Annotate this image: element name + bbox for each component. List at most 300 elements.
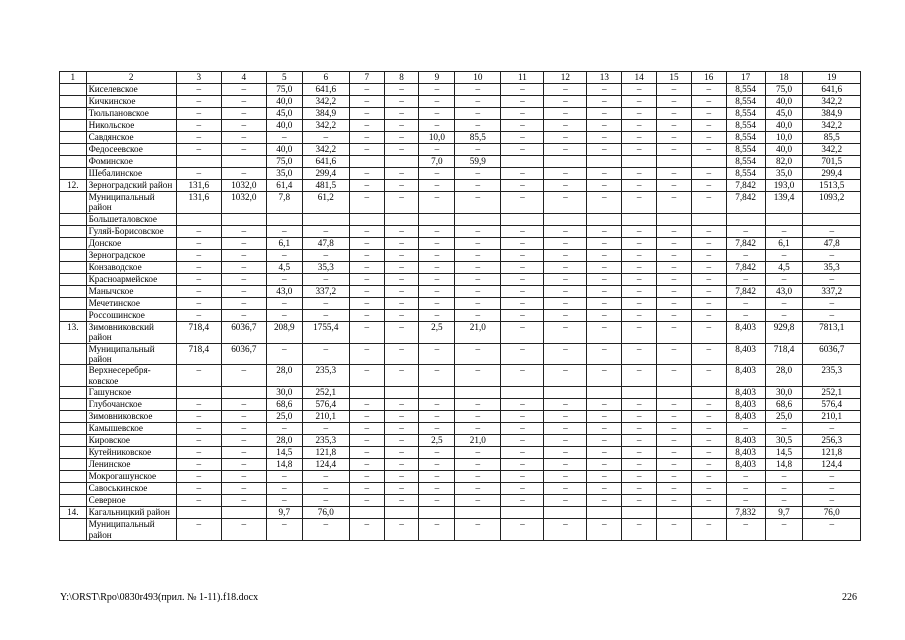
- value-cell: 7,842: [726, 180, 765, 192]
- value-cell: –: [455, 309, 501, 321]
- value-cell: –: [266, 423, 302, 435]
- value-cell: 8,403: [726, 435, 765, 447]
- value-cell: [501, 387, 544, 399]
- value-cell: –: [176, 120, 221, 132]
- value-cell: –: [587, 144, 622, 156]
- value-cell: –: [657, 435, 692, 447]
- value-cell: –: [544, 192, 587, 214]
- value-cell: [221, 507, 266, 519]
- value-cell: 7,842: [726, 237, 765, 249]
- name-cell: Ленинское: [86, 459, 176, 471]
- value-cell: –: [455, 483, 501, 495]
- value-cell: 68,6: [765, 399, 803, 411]
- value-cell: –: [384, 321, 419, 343]
- value-cell: –: [349, 483, 384, 495]
- name-cell: Камышевское: [86, 423, 176, 435]
- value-cell: –: [419, 192, 455, 214]
- value-cell: [622, 507, 657, 519]
- name-cell: Фоминское: [86, 156, 176, 168]
- value-cell: 299,4: [302, 168, 349, 180]
- value-cell: [221, 213, 266, 225]
- value-cell: –: [726, 519, 765, 541]
- value-cell: –: [501, 519, 544, 541]
- row-number-cell: [60, 399, 87, 411]
- value-cell: –: [587, 108, 622, 120]
- name-cell: Муниципальный район: [86, 519, 176, 541]
- value-cell: –: [221, 273, 266, 285]
- value-cell: 75,0: [765, 84, 803, 96]
- value-cell: [587, 156, 622, 168]
- value-cell: –: [302, 423, 349, 435]
- value-cell: –: [176, 411, 221, 423]
- value-cell: –: [501, 447, 544, 459]
- value-cell: –: [726, 249, 765, 261]
- value-cell: –: [803, 309, 861, 321]
- value-cell: –: [176, 459, 221, 471]
- value-cell: 14,8: [266, 459, 302, 471]
- row-number-cell: [60, 156, 87, 168]
- value-cell: –: [587, 435, 622, 447]
- value-cell: –: [302, 343, 349, 365]
- value-cell: –: [501, 471, 544, 483]
- table-row: [60, 261, 861, 273]
- value-cell: 256,3: [803, 435, 861, 447]
- value-cell: –: [587, 249, 622, 261]
- value-cell: –: [765, 249, 803, 261]
- value-cell: [691, 156, 726, 168]
- value-cell: –: [266, 273, 302, 285]
- value-cell: –: [221, 447, 266, 459]
- value-cell: –: [622, 297, 657, 309]
- value-cell: –: [176, 261, 221, 273]
- value-cell: –: [221, 297, 266, 309]
- column-header: 4: [221, 72, 266, 84]
- value-cell: –: [349, 132, 384, 144]
- value-cell: –: [501, 483, 544, 495]
- value-cell: 28,0: [266, 435, 302, 447]
- value-cell: –: [587, 96, 622, 108]
- value-cell: 8,554: [726, 156, 765, 168]
- value-cell: –: [176, 168, 221, 180]
- value-cell: –: [384, 168, 419, 180]
- value-cell: –: [657, 399, 692, 411]
- value-cell: –: [176, 132, 221, 144]
- row-number-cell: [60, 411, 87, 423]
- value-cell: –: [176, 225, 221, 237]
- value-cell: –: [419, 519, 455, 541]
- value-cell: –: [302, 519, 349, 541]
- value-cell: –: [657, 471, 692, 483]
- value-cell: –: [691, 180, 726, 192]
- value-cell: –: [384, 365, 419, 387]
- name-cell: Зерноградское: [86, 249, 176, 261]
- name-cell: Савоськинское: [86, 483, 176, 495]
- value-cell: –: [419, 495, 455, 507]
- value-cell: –: [455, 84, 501, 96]
- value-cell: 7,832: [726, 507, 765, 519]
- value-cell: 252,1: [803, 387, 861, 399]
- value-cell: –: [419, 297, 455, 309]
- value-cell: –: [419, 343, 455, 365]
- table-row: [60, 447, 861, 459]
- value-cell: 35,0: [765, 168, 803, 180]
- value-cell: –: [622, 168, 657, 180]
- value-cell: –: [455, 261, 501, 273]
- value-cell: [622, 387, 657, 399]
- value-cell: 7,842: [726, 285, 765, 297]
- value-cell: 299,4: [803, 168, 861, 180]
- value-cell: –: [691, 423, 726, 435]
- value-cell: 14,8: [765, 459, 803, 471]
- name-cell: Зимовниковское: [86, 411, 176, 423]
- value-cell: 718,4: [765, 343, 803, 365]
- row-number-cell: [60, 519, 87, 541]
- value-cell: –: [587, 343, 622, 365]
- column-header: 18: [765, 72, 803, 84]
- value-cell: –: [349, 261, 384, 273]
- value-cell: –: [455, 519, 501, 541]
- value-cell: –: [384, 519, 419, 541]
- row-number-cell: [60, 365, 87, 387]
- value-cell: 35,3: [302, 261, 349, 273]
- row-number-cell: [60, 471, 87, 483]
- value-cell: –: [176, 84, 221, 96]
- value-cell: 641,6: [302, 156, 349, 168]
- value-cell: 45,0: [266, 108, 302, 120]
- value-cell: –: [349, 365, 384, 387]
- value-cell: –: [176, 108, 221, 120]
- column-header: 6: [302, 72, 349, 84]
- value-cell: –: [349, 144, 384, 156]
- table-row: [60, 120, 861, 132]
- value-cell: 1755,4: [302, 321, 349, 343]
- value-cell: –: [803, 423, 861, 435]
- value-cell: –: [501, 237, 544, 249]
- value-cell: –: [622, 459, 657, 471]
- value-cell: –: [622, 435, 657, 447]
- value-cell: [266, 213, 302, 225]
- value-cell: 2,5: [419, 321, 455, 343]
- value-cell: –: [176, 471, 221, 483]
- value-cell: –: [501, 365, 544, 387]
- table-row: [60, 507, 861, 519]
- column-header: 17: [726, 72, 765, 84]
- table-row: [60, 343, 861, 365]
- value-cell: –: [544, 84, 587, 96]
- value-cell: –: [384, 495, 419, 507]
- value-cell: –: [501, 297, 544, 309]
- value-cell: –: [587, 321, 622, 343]
- value-cell: –: [765, 309, 803, 321]
- value-cell: –: [544, 225, 587, 237]
- name-cell: Никольское: [86, 120, 176, 132]
- value-cell: –: [221, 483, 266, 495]
- value-cell: –: [419, 237, 455, 249]
- value-cell: 4,5: [765, 261, 803, 273]
- table-row: [60, 297, 861, 309]
- value-cell: –: [384, 261, 419, 273]
- value-cell: 9,7: [765, 507, 803, 519]
- row-number-cell: [60, 120, 87, 132]
- value-cell: –: [455, 225, 501, 237]
- value-cell: –: [384, 180, 419, 192]
- row-number-cell: [60, 483, 87, 495]
- value-cell: –: [419, 144, 455, 156]
- value-cell: –: [221, 249, 266, 261]
- value-cell: –: [221, 459, 266, 471]
- value-cell: 85,5: [455, 132, 501, 144]
- value-cell: –: [384, 249, 419, 261]
- name-cell: Донское: [86, 237, 176, 249]
- value-cell: –: [587, 309, 622, 321]
- table-row: [60, 237, 861, 249]
- value-cell: 68,6: [266, 399, 302, 411]
- name-cell: Мечетинское: [86, 297, 176, 309]
- row-number-cell: [60, 495, 87, 507]
- row-number-cell: [60, 249, 87, 261]
- value-cell: –: [501, 321, 544, 343]
- value-cell: 929,8: [765, 321, 803, 343]
- value-cell: –: [587, 519, 622, 541]
- value-cell: –: [419, 168, 455, 180]
- value-cell: –: [587, 273, 622, 285]
- value-cell: 8,403: [726, 459, 765, 471]
- value-cell: –: [544, 285, 587, 297]
- value-cell: –: [384, 411, 419, 423]
- value-cell: 43,0: [266, 285, 302, 297]
- value-cell: 1032,0: [221, 180, 266, 192]
- value-cell: [501, 213, 544, 225]
- value-cell: –: [587, 285, 622, 297]
- value-cell: [455, 507, 501, 519]
- column-header: 10: [455, 72, 501, 84]
- value-cell: –: [622, 132, 657, 144]
- column-header: 15: [657, 72, 692, 84]
- value-cell: –: [221, 84, 266, 96]
- value-cell: –: [501, 285, 544, 297]
- value-cell: –: [221, 120, 266, 132]
- row-number-cell: [60, 96, 87, 108]
- value-cell: –: [455, 471, 501, 483]
- value-cell: –: [657, 495, 692, 507]
- value-cell: –: [691, 144, 726, 156]
- value-cell: –: [691, 321, 726, 343]
- value-cell: –: [501, 180, 544, 192]
- value-cell: –: [176, 495, 221, 507]
- value-cell: –: [544, 168, 587, 180]
- value-cell: 30,5: [765, 435, 803, 447]
- value-cell: 21,0: [455, 321, 501, 343]
- value-cell: 59,9: [455, 156, 501, 168]
- value-cell: –: [622, 343, 657, 365]
- value-cell: –: [176, 285, 221, 297]
- value-cell: –: [765, 225, 803, 237]
- value-cell: 30,0: [765, 387, 803, 399]
- row-number-cell: [60, 144, 87, 156]
- value-cell: –: [419, 411, 455, 423]
- value-cell: –: [455, 192, 501, 214]
- value-cell: –: [544, 483, 587, 495]
- row-number-cell: [60, 192, 87, 214]
- value-cell: –: [384, 144, 419, 156]
- value-cell: –: [726, 297, 765, 309]
- row-number-cell: [60, 237, 87, 249]
- value-cell: 7813,1: [803, 321, 861, 343]
- column-header: 14: [622, 72, 657, 84]
- value-cell: 35,0: [266, 168, 302, 180]
- value-cell: [384, 213, 419, 225]
- value-cell: 21,0: [455, 435, 501, 447]
- value-cell: –: [384, 120, 419, 132]
- value-cell: –: [622, 399, 657, 411]
- row-number-cell: [60, 423, 87, 435]
- value-cell: 82,0: [765, 156, 803, 168]
- value-cell: –: [349, 343, 384, 365]
- value-cell: –: [691, 447, 726, 459]
- value-cell: –: [657, 519, 692, 541]
- value-cell: 10,0: [419, 132, 455, 144]
- value-cell: –: [176, 297, 221, 309]
- value-cell: –: [544, 519, 587, 541]
- value-cell: –: [501, 144, 544, 156]
- value-cell: –: [384, 273, 419, 285]
- value-cell: –: [302, 471, 349, 483]
- table-row: [60, 471, 861, 483]
- name-cell: Мокрогашунское: [86, 471, 176, 483]
- value-cell: [765, 213, 803, 225]
- value-cell: –: [622, 180, 657, 192]
- value-cell: –: [384, 471, 419, 483]
- value-cell: –: [622, 471, 657, 483]
- value-cell: 14,5: [765, 447, 803, 459]
- row-number-cell: 14.: [60, 507, 87, 519]
- value-cell: –: [221, 168, 266, 180]
- name-cell: Зерноградский район: [86, 180, 176, 192]
- value-cell: 8,554: [726, 120, 765, 132]
- value-cell: –: [657, 237, 692, 249]
- value-cell: –: [501, 399, 544, 411]
- value-cell: –: [726, 423, 765, 435]
- value-cell: –: [349, 249, 384, 261]
- value-cell: –: [349, 519, 384, 541]
- value-cell: –: [691, 399, 726, 411]
- name-cell: Савдянское: [86, 132, 176, 144]
- value-cell: –: [349, 297, 384, 309]
- value-cell: –: [176, 399, 221, 411]
- value-cell: –: [419, 471, 455, 483]
- value-cell: [657, 507, 692, 519]
- value-cell: –: [544, 297, 587, 309]
- value-cell: 384,9: [302, 108, 349, 120]
- value-cell: [455, 213, 501, 225]
- value-cell: –: [587, 447, 622, 459]
- value-cell: –: [419, 96, 455, 108]
- value-cell: 40,0: [765, 96, 803, 108]
- value-cell: –: [544, 237, 587, 249]
- value-cell: [176, 507, 221, 519]
- value-cell: –: [726, 483, 765, 495]
- value-cell: –: [544, 132, 587, 144]
- value-cell: –: [691, 249, 726, 261]
- value-cell: –: [691, 309, 726, 321]
- value-cell: –: [266, 249, 302, 261]
- value-cell: –: [349, 108, 384, 120]
- table-row: [60, 273, 861, 285]
- value-cell: –: [622, 237, 657, 249]
- value-cell: [221, 156, 266, 168]
- data-table: [59, 71, 861, 541]
- value-cell: –: [221, 399, 266, 411]
- value-cell: –: [587, 459, 622, 471]
- value-cell: [544, 213, 587, 225]
- value-cell: –: [455, 144, 501, 156]
- value-cell: 7,8: [266, 192, 302, 214]
- name-cell: Кагальницкий район: [86, 507, 176, 519]
- value-cell: –: [544, 495, 587, 507]
- value-cell: –: [302, 495, 349, 507]
- value-cell: –: [726, 273, 765, 285]
- value-cell: –: [384, 225, 419, 237]
- value-cell: –: [657, 192, 692, 214]
- value-cell: –: [657, 120, 692, 132]
- table-row: [60, 192, 861, 214]
- value-cell: –: [501, 84, 544, 96]
- value-cell: –: [384, 423, 419, 435]
- value-cell: –: [587, 411, 622, 423]
- value-cell: 61,4: [266, 180, 302, 192]
- value-cell: –: [501, 132, 544, 144]
- table-row: [60, 225, 861, 237]
- value-cell: 40,0: [266, 96, 302, 108]
- table-row: [60, 411, 861, 423]
- value-cell: 40,0: [266, 144, 302, 156]
- row-number-cell: [60, 435, 87, 447]
- value-cell: 576,4: [302, 399, 349, 411]
- value-cell: –: [544, 447, 587, 459]
- column-header: 9: [419, 72, 455, 84]
- value-cell: –: [384, 447, 419, 459]
- value-cell: –: [419, 285, 455, 297]
- value-cell: 6036,7: [221, 343, 266, 365]
- value-cell: –: [622, 519, 657, 541]
- value-cell: 8,403: [726, 365, 765, 387]
- name-cell: Россошинское: [86, 309, 176, 321]
- value-cell: –: [455, 423, 501, 435]
- value-cell: [384, 387, 419, 399]
- value-cell: –: [657, 423, 692, 435]
- column-header: 13: [587, 72, 622, 84]
- value-cell: –: [455, 459, 501, 471]
- value-cell: 131,6: [176, 192, 221, 214]
- value-cell: –: [691, 120, 726, 132]
- value-cell: –: [266, 495, 302, 507]
- name-cell: Муниципальный район: [86, 343, 176, 365]
- value-cell: –: [622, 495, 657, 507]
- value-cell: [176, 213, 221, 225]
- value-cell: –: [501, 343, 544, 365]
- value-cell: –: [501, 96, 544, 108]
- value-cell: –: [657, 343, 692, 365]
- value-cell: –: [419, 423, 455, 435]
- value-cell: –: [349, 399, 384, 411]
- value-cell: –: [221, 225, 266, 237]
- table-row: [60, 132, 861, 144]
- value-cell: –: [691, 84, 726, 96]
- value-cell: [501, 507, 544, 519]
- value-cell: –: [266, 132, 302, 144]
- value-cell: –: [419, 84, 455, 96]
- value-cell: 8,554: [726, 132, 765, 144]
